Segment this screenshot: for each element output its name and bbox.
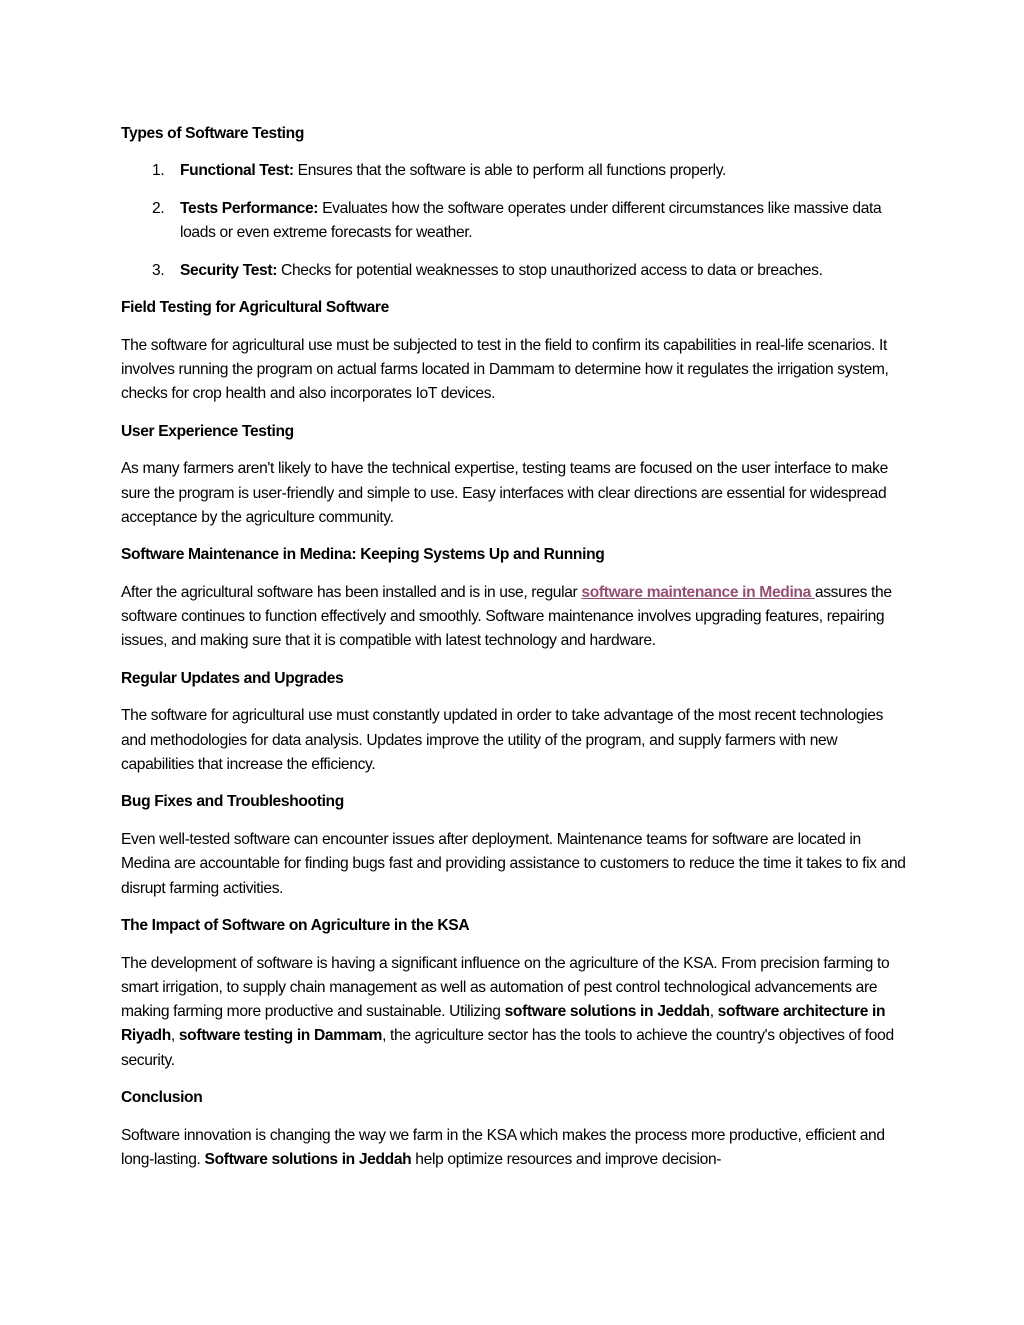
list-number: 3.	[152, 261, 165, 279]
heading-maintenance: Software Maintenance in Medina: Keeping Systems Up and Running	[121, 546, 605, 564]
bold-phrase: software testing in Dammam	[178, 1027, 383, 1045]
heading-bug-fixes: Bug Fixes and Troubleshooting	[121, 793, 344, 811]
list-item	[121, 159, 911, 183]
text-run: , the agriculture sector has the tools to achieve the country's objectives of food security.	[121, 1027, 894, 1069]
bold-phrase: Software solutions in Jeddah	[204, 1150, 412, 1168]
heading-types-of-testing: Types of Software Testing	[121, 125, 305, 142]
heading-updates: Regular Updates and Upgrades	[121, 669, 344, 687]
paragraph-field-testing: The software for agricultural use must be subjected to test in the field to confirm its capabilities in real-life scenarios. It involves running the program on actual farms located in Dammam to determine how it regulates the irrigation system, checks for crop health and also incorporates IoT devices.	[121, 336, 889, 403]
list-term: Security Test:	[180, 261, 278, 279]
text-run: Software innovation is changing the way we farm in the KSA which makes the process more productive, efficient and long-lasting.	[121, 1126, 885, 1168]
list-number: 2.	[152, 199, 165, 217]
heading-conclusion: Conclusion	[121, 1089, 203, 1107]
list-term: Functional Test:	[180, 162, 294, 180]
heading-field-testing: Field Testing for Agricultural Software	[121, 299, 389, 317]
text-run: help optimize resources and improve decision-	[411, 1150, 722, 1168]
list-number: 1.	[152, 162, 165, 180]
text-run: ,	[709, 1003, 718, 1021]
document-page	[121, 122, 911, 1185]
text-run: After the agricultural software has been installed and is in use, regular	[121, 583, 582, 601]
paragraph-bug-fixes: Even well-tested software can encounter issues after deployment. Maintenance teams for software are located in Medina are accountable for finding bugs fast and providing assistance to customers to reduce the time it takes to fix and disrupt farming activities.	[121, 830, 906, 897]
paragraph-updates: The software for agricultural use must constantly updated in order to take advantage of the most recent technologies and methodologies for data analysis. Updates improve the utility of the program, and supply farmers with new capabilities that increase the efficiency.	[121, 707, 884, 773]
text-run: ,	[170, 1027, 179, 1045]
paragraph-maintenance	[121, 581, 911, 654]
list-term: Tests Performance:	[180, 199, 319, 217]
heading-user-experience: User Experience Testing	[121, 422, 294, 440]
testing-types-list	[121, 159, 911, 283]
text-run: assures the software continues to function effectively and smoothly. Software maintenance involves upgrading features, repairing issues, and making sure that it is compatible with latest technology and hardware.	[121, 583, 892, 650]
bold-phrase: software solutions in Jeddah	[504, 1003, 710, 1021]
list-text: Ensures that the software is able to perform all functions properly.	[293, 162, 727, 180]
bold-phrase: software architecture in Riyadh	[121, 1003, 886, 1045]
list-item	[121, 259, 911, 283]
paragraph-user-experience: As many farmers aren't likely to have the technical expertise, testing teams are focused on the user interface to make sure the program is user-friendly and simple to use. Easy interfaces with clear directions are essential for widespread acceptance by the agriculture community.	[121, 460, 888, 526]
text-run: The development of software is having a significant influence on the agriculture of the KSA. From precision farming to smart irrigation, to supply chain management as well as automation of pest control technological advancements are making farming more productive and sustainable. Utilizing	[121, 954, 890, 1021]
list-item	[121, 197, 911, 246]
link-software-maintenance-medina[interactable]: software maintenance in Medina	[581, 583, 815, 601]
list-text: Evaluates how the software operates under different circumstances like massive data loads or even extreme forecasts for weather.	[180, 199, 882, 242]
list-text: Checks for potential weaknesses to stop unauthorized access to data or breaches.	[277, 261, 823, 279]
heading-impact: The Impact of Software on Agriculture in the KSA	[121, 917, 470, 935]
paragraph-impact	[121, 952, 911, 1073]
paragraph-conclusion	[121, 1124, 911, 1173]
